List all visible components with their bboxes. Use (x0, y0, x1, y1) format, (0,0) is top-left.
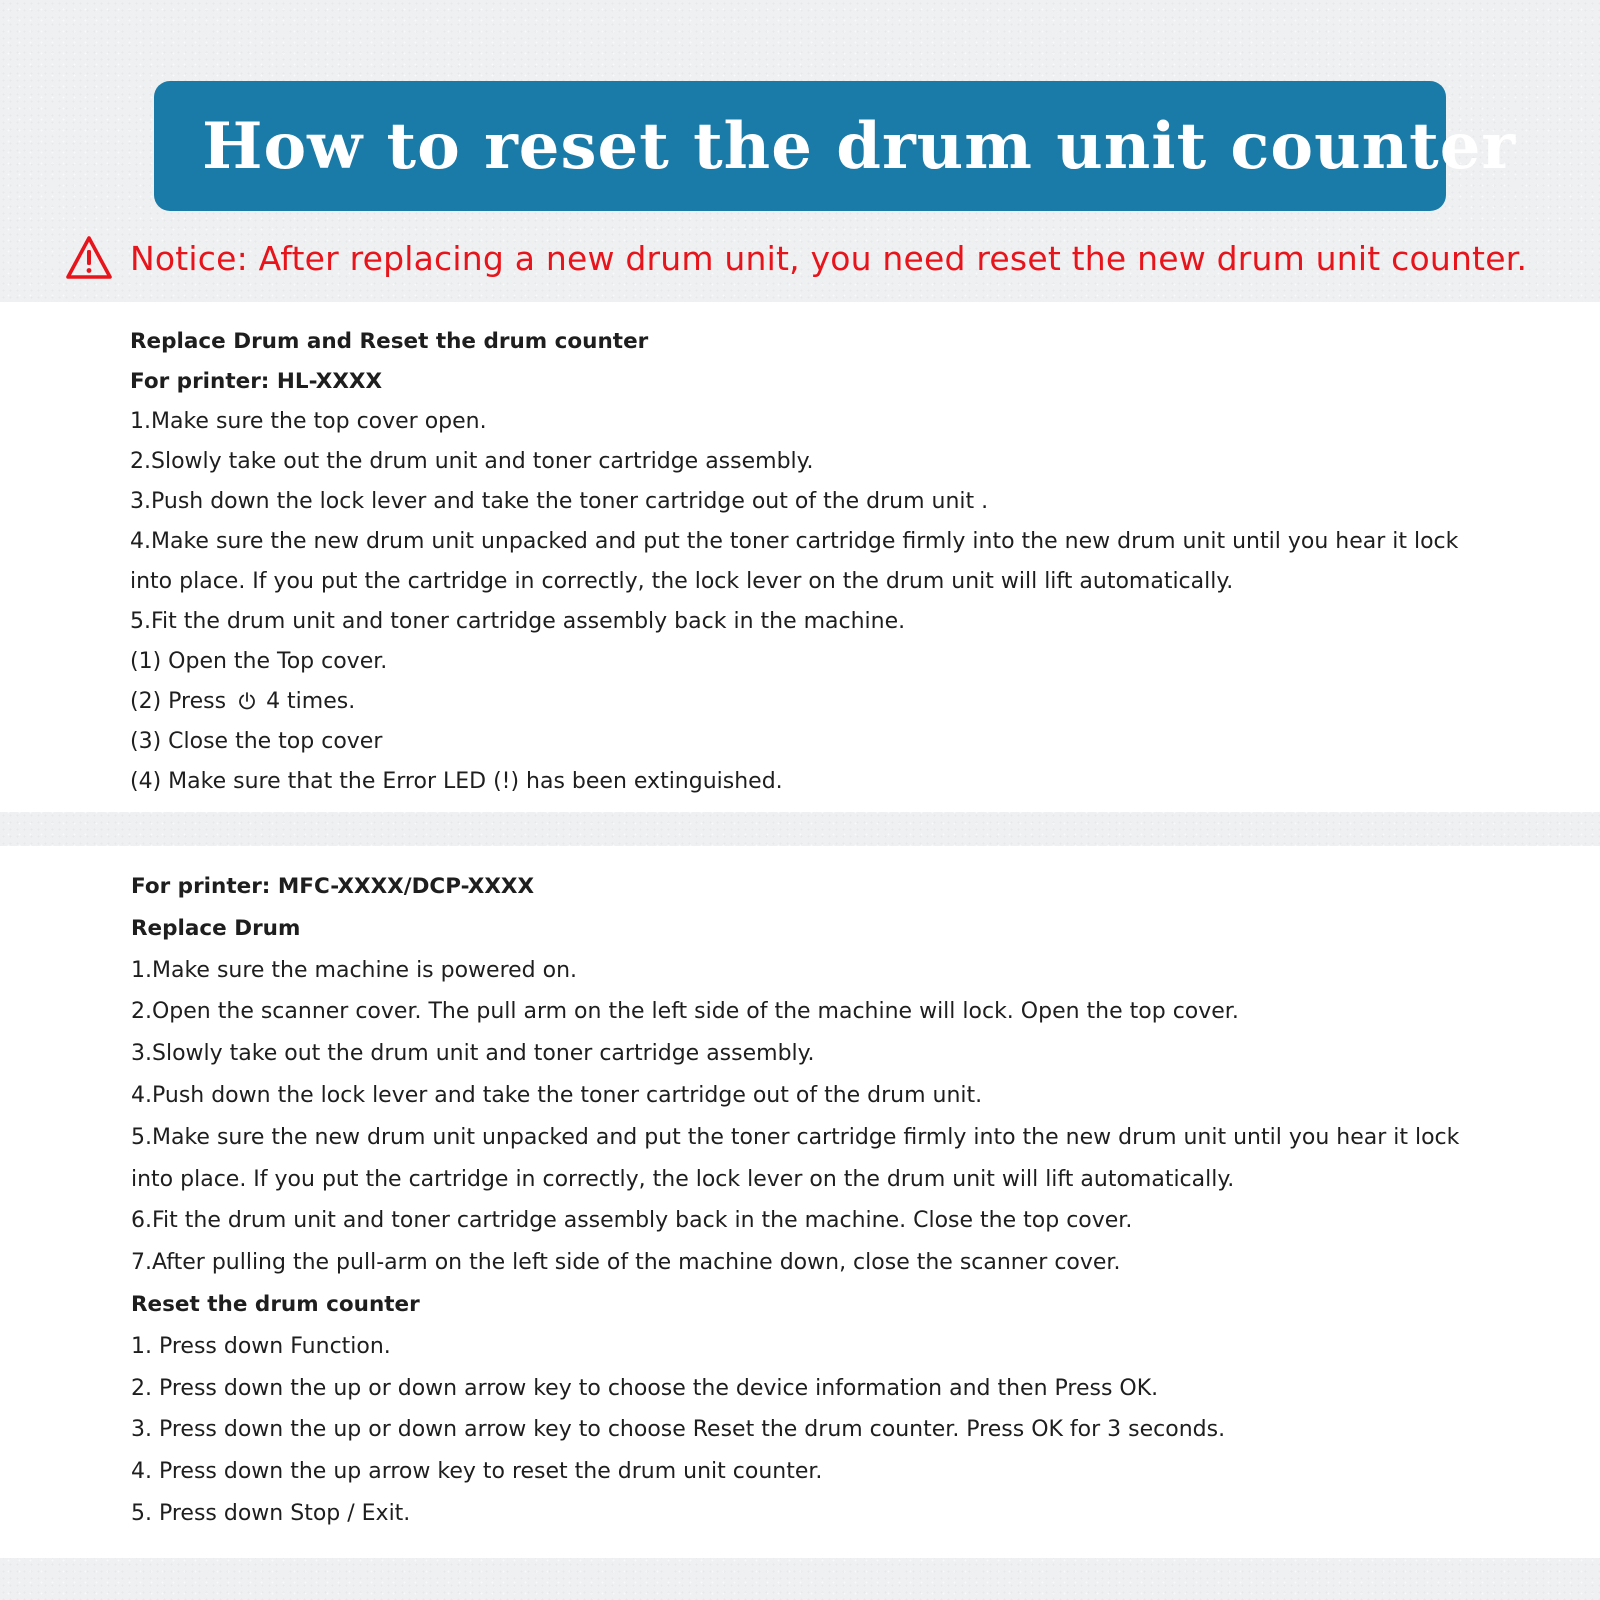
step-item: 4.Push down the lock lever and take the toner cartridge out of the drum unit. (131, 1082, 983, 1108)
mfc-instructions-panel (0, 846, 1600, 1558)
reset-step-item: 4. Press down the up arrow key to reset the drum unit counter. (131, 1459, 823, 1485)
step-item: 3.Push down the lock lever and take the toner cartridge out of the drum unit . (130, 489, 989, 514)
reset-step-item: 3. Press down the up or down arrow key to choose Reset the drum counter. Press OK for 3 seconds. (131, 1417, 1226, 1443)
reset-step-item (130, 682, 1600, 722)
step-item: 2.Slowly take out the drum unit and toner cartridge assembly. (130, 449, 814, 474)
step-item: 5.Make sure the new drum unit unpacked and put the toner cartridge firmly into the new drum unit until you hear it lock into place. If you put the cartridge in correctly, the lock lever on the drum unit will lift automatically. (131, 1124, 1460, 1192)
reset-step-item: (4) Make sure that the Error LED (!) has been extinguished. (130, 769, 783, 794)
reset-step-suffix: 4 times. (266, 689, 356, 714)
reset-step-item: 1. Press down Function. (131, 1333, 391, 1359)
step-item: 2.Open the scanner cover. The pull arm on the left side of the machine will lock. Open the top cover. (131, 999, 1239, 1025)
step-item: 1.Make sure the top cover open. (130, 409, 487, 434)
power-icon (237, 691, 257, 711)
step-item: 7.After pulling the pull-arm on the left side of the machine down, close the scanner cover. (131, 1250, 1121, 1276)
printer-model-label: For printer: MFC-XXXX/DCP-XXXX (131, 874, 535, 899)
step-item: 5.Fit the drum unit and toner cartridge assembly back in the machine. (130, 609, 906, 634)
step-item: 4.Make sure the new drum unit unpacked and put the toner cartridge firmly into the new drum unit until you hear it lock into place. If you put the cartridge in correctly, the lock lever on the drum unit will lift automatically. (130, 529, 1459, 594)
page-title: How to reset the drum unit counter (202, 108, 1517, 184)
hl-instructions-panel (0, 302, 1600, 812)
warning-triangle-icon (64, 234, 114, 282)
section-heading: Replace Drum (131, 915, 301, 941)
reset-step-item: 5. Press down Stop / Exit. (131, 1500, 411, 1526)
title-banner (154, 81, 1517, 211)
section-heading: Replace Drum and Reset the drum counter (130, 329, 649, 354)
reset-step-item: (3) Close the top cover (130, 729, 383, 754)
step-item: 6.Fit the drum unit and toner cartridge assembly back in the machine. Close the top cover. (131, 1208, 1133, 1234)
reset-step-item: (1) Open the Top cover. (130, 649, 388, 674)
notice-text: Notice: After replacing a new drum unit, you need reset the new drum unit counter. (130, 238, 1528, 278)
step-item: 1.Make sure the machine is powered on. (131, 957, 578, 983)
notice (64, 228, 1527, 288)
reset-step-item: 2. Press down the up or down arrow key to choose the device information and then Press OK. (131, 1375, 1159, 1401)
printer-model-label: For printer: HL-XXXX (130, 369, 383, 394)
reset-step-prefix: (2) Press (130, 689, 227, 714)
section-heading: Reset the drum counter (131, 1291, 420, 1317)
step-item: 3.Slowly take out the drum unit and toner cartridge assembly. (131, 1041, 815, 1067)
